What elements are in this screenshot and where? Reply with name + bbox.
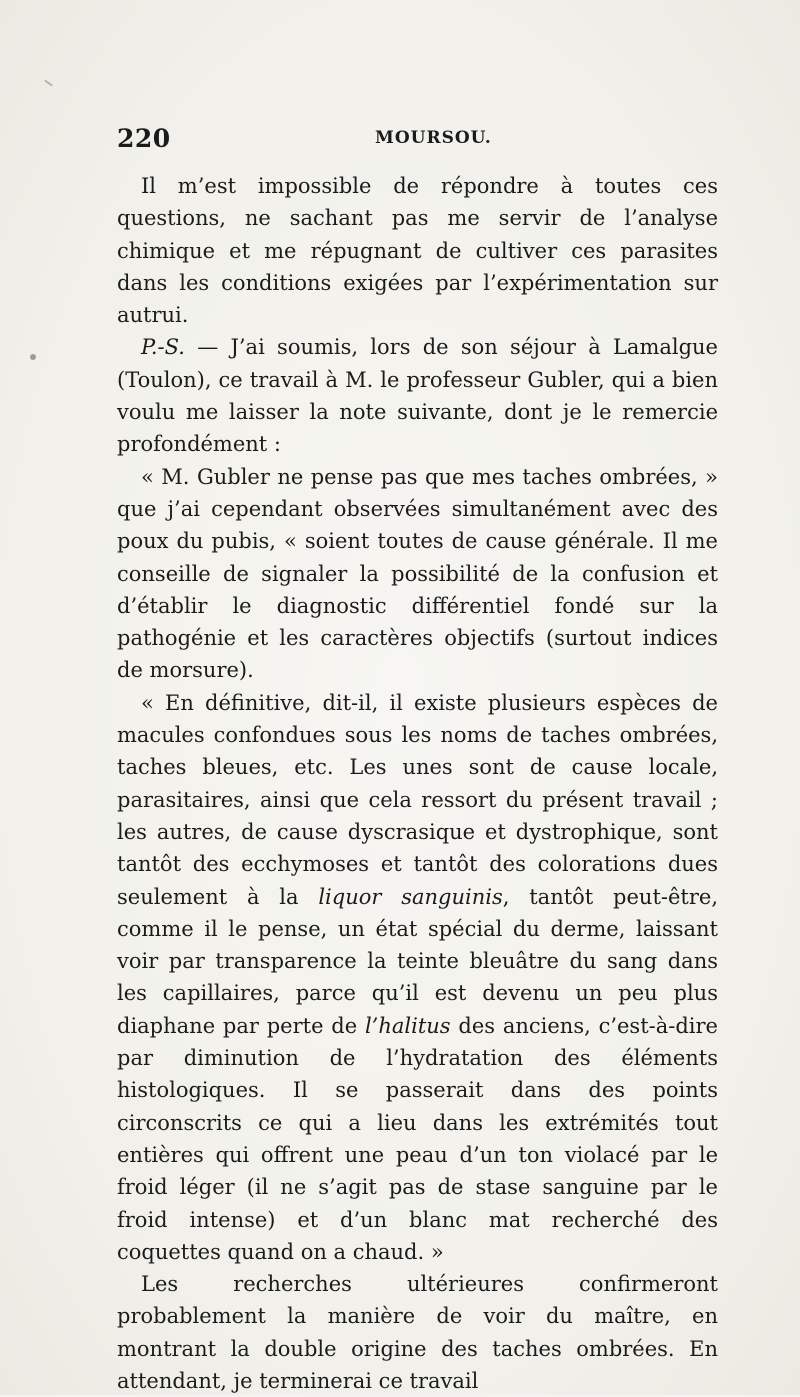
latin-term-halitus: l’halitus bbox=[364, 1013, 451, 1038]
paragraph-4-text-b: , tantôt peut-être, comme il le pense, un état spécial du derme, laissant voir par transparence la teinte bleuâtre du sang dans les capillaires, parce qu’il est devenu un peu plus diaphane par perte de bbox=[117, 884, 718, 1038]
body-text bbox=[117, 170, 718, 1397]
paragraph-5: Les recherches ultérieures confirmeront probablement la manière de voir du maître, en montrant la double origine des taches ombrées. En attendant, je terminerai ce travail bbox=[117, 1272, 718, 1393]
paragraph-4-text-a: « En définitive, dit-il, il existe plusieurs espèces de macules confondues sous les noms de taches ombrées, taches bleues, etc. Les unes sont de cause locale, parasitaires, ainsi que cela ressort du présent travail ; les autres, de cause dyscrasique et dystrophique, sont tantôt des ecchymoses et tantôt des colorations dues seulement à la bbox=[117, 690, 718, 909]
page-header bbox=[117, 124, 717, 160]
paragraph-3: « M. Gubler ne pense pas que mes taches ombrées, » que j’ai cependant observées simultanément avec des poux du pubis, « soient toutes de cause générale. Il me conseille de signaler la possibilité de la confusion et d’établir le diagnostic différentiel fondé sur la pathogénie et les caractères objectifs (surtout indices de morsure). bbox=[117, 464, 718, 683]
paragraph-2-text: — J’ai soumis, lors de son séjour à Lamalgue (Toulon), ce travail à M. le professeur Gubler, qui a bien voulu me laisser la note suivante, dont je le remercie profondément : bbox=[117, 335, 718, 457]
running-head: MOURSOU. bbox=[375, 128, 492, 148]
paper-mark bbox=[44, 80, 53, 87]
postscript-label: P.-S. bbox=[141, 335, 185, 360]
latin-term-liquor: liquor sanguinis bbox=[318, 884, 503, 909]
page-number: 220 bbox=[117, 124, 171, 153]
ink-spot bbox=[30, 354, 36, 360]
paragraph-1: Il m’est impossible de répondre à toutes ces questions, ne sachant pas me servir de l’analyse chimique et me répugnant de cultiver ces parasites dans les conditions exigées par l’expérimentation sur autrui. bbox=[117, 174, 718, 328]
paragraph-2 bbox=[117, 331, 718, 460]
paragraph-4-text-c: des anciens, c’est-à-dire par diminution de l’hydratation des éléments histologiques. Il se passerait dans des points circonscrits ce qui a lieu dans les extrémités tout entières qui offrent une peau d’un ton violacé par le froid léger (il ne s’agit pas de stase sanguine par le froid intense) et d’un blanc mat recherché des coquettes quand on a chaud. » bbox=[117, 1013, 718, 1264]
paragraph-4 bbox=[117, 687, 718, 1268]
